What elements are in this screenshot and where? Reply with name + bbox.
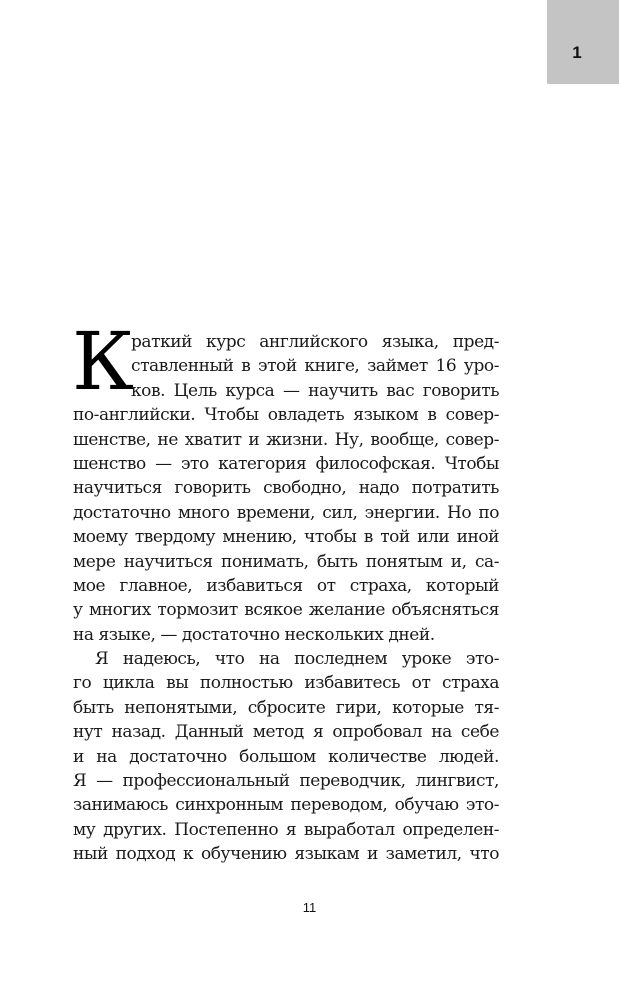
text-line: мере научиться понимать, быть понятым и, са- — [73, 551, 499, 572]
text-line: у многих тормозит всякое желание объясняться — [73, 600, 499, 621]
text-line: быть непонятыми, сбросите гири, которые тя- — [73, 697, 499, 718]
text-line: го цикла вы полностью избавитесь от страха — [73, 673, 499, 694]
text-line: му других. Постепенно я выработал определен- — [73, 819, 499, 840]
text-line: раткий курс английского языка, пред- — [131, 332, 499, 352]
text-line: ный подход к обучению языкам и заметил, что — [73, 844, 499, 865]
text-line: на языке, — достаточно нескольких дней. — [73, 624, 435, 645]
paragraph-2 — [73, 647, 499, 867]
text-line: и на достаточно большом количестве людей. — [73, 746, 499, 767]
paragraph-1 — [72, 315, 499, 647]
text-line: шенстве, не хватит и жизни. Ну, вообще, совер- — [73, 429, 499, 450]
text-line: Я — профессиональный переводчик, лингвист, — [73, 771, 499, 792]
drop-cap: К — [72, 315, 134, 408]
text-line: по-английски. Чтобы овладеть языком в совер- — [73, 405, 499, 426]
chapter-tab — [547, 0, 619, 84]
text-line: ставленный в этой книге, займет 16 уро- — [131, 356, 499, 377]
text-line: занимаюсь синхронным переводом, обучаю это- — [73, 795, 499, 816]
text-line: моему твердому мнению, чтобы в той или иной — [73, 527, 499, 548]
body-text — [72, 315, 499, 867]
text-line: мое главное, избавиться от страха, который — [73, 575, 499, 596]
text-line: Я надеюсь, что на последнем уроке это- — [95, 649, 499, 670]
text-line: ков. Цель курса — научить вас говорить — [131, 380, 499, 401]
text-line: нут назад. Данный метод я опробовал на себе — [73, 722, 499, 743]
text-line: достаточно много времени, сил, энергии. Но по — [73, 502, 499, 523]
text-line: шенство — это категория философская. Чтобы — [73, 453, 499, 474]
page-number: 11 — [302, 900, 317, 915]
chapter-number: 1 — [572, 43, 582, 62]
text-line: научиться говорить свободно, надо потратить — [73, 478, 499, 499]
